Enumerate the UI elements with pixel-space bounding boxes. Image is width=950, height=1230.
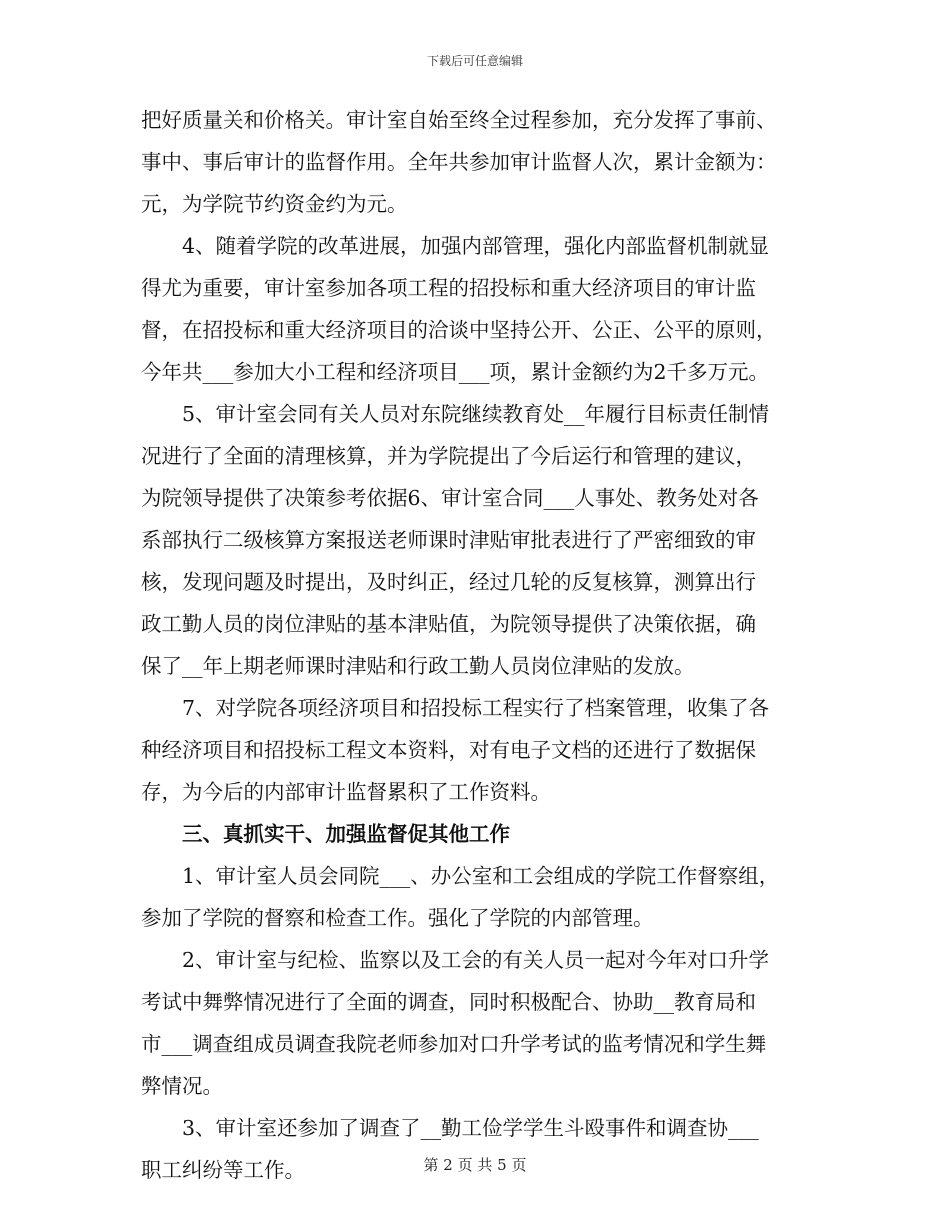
text-line: 今年共___参加大小工程和经济项目___项，累计金额约为2千多万元。: [141, 360, 770, 384]
text-line: 2、审计室与纪检、监察以及工会的有关人员一起对今年对口升学: [141, 948, 770, 972]
text-line: 考试中舞弊情况进行了全面的调查，同时积极配合、协助__教育局和: [141, 990, 756, 1014]
text-line: 核，发现问题及时提出，及时纠正，经过几轮的反复核算，测算出行: [141, 570, 756, 594]
text-line: 得尤为重要，审计室参加各项工程的招投标和重大经济项目的审计监: [141, 276, 756, 300]
text-line: 督，在招投标和重大经济项目的洽谈中坚持公开、公正、公平的原则，: [141, 318, 777, 342]
page-header: 下载后可任意编辑: [426, 54, 523, 68]
text-line: 弊情况。: [141, 1074, 223, 1098]
text-line: 1、审计室人员会同院___、办公室和工会组成的学院工作督察组，: [141, 864, 780, 888]
text-line: 职工纠纷等工作。: [141, 1158, 305, 1182]
text-line: 保了__年上期老师课时津贴和行政工勤人员岗位津贴的发放。: [141, 654, 695, 678]
text-line: 况进行了全面的清理核算，并为学院提出了今后运行和管理的建议，: [141, 444, 756, 468]
text-line: 种经济项目和招投标工程文本资料，对有电子文档的还进行了数据保: [141, 738, 756, 762]
page-footer: 第 2 页 共 5 页: [423, 1156, 527, 1174]
text-line: 存，为今后的内部审计监督累积了工作资料。: [141, 780, 551, 804]
text-line: 3、审计室还参加了调查了__勤工俭学学生斗殴事件和调查协___: [141, 1116, 759, 1140]
text-line: 系部执行二级核算方案报送老师课时津贴审批表进行了严密细致的审: [141, 528, 756, 552]
text-line: 为院领导提供了决策参考依据6、审计室合同___人事处、教务处对各: [141, 486, 759, 510]
text-line: 事中、事后审计的监督作用。全年共参加审计监督人次，累计金额为：: [141, 150, 777, 174]
text-line: 市___调查组成员调查我院老师参加对口升学考试的监考情况和学生舞: [141, 1032, 767, 1056]
text-line: 把好质量关和价格关。审计室自始至终全过程参加，充分发挥了事前、: [141, 108, 777, 132]
text-line: 5、审计室会同有关人员对东院继续教育处__年履行目标责任制情: [141, 402, 770, 426]
section-heading: 三、真抓实干、加强监督促其他工作: [141, 822, 510, 846]
text-line: 元，为学院节约资金约为元。: [141, 192, 408, 216]
text-line: 政工勤人员的岗位津贴的基本津贴值，为院领导提供了决策依据，确: [141, 612, 756, 636]
text-line: 参加了学院的督察和检查工作。强化了学院的内部管理。: [141, 906, 654, 930]
text-line: 7、对学院各项经济项目和招投标工程实行了档案管理，收集了各: [141, 696, 770, 720]
document-body: [141, 99, 811, 1191]
text-line: 4、随着学院的改革进展，加强内部管理，强化内部监督机制就显: [141, 234, 770, 258]
